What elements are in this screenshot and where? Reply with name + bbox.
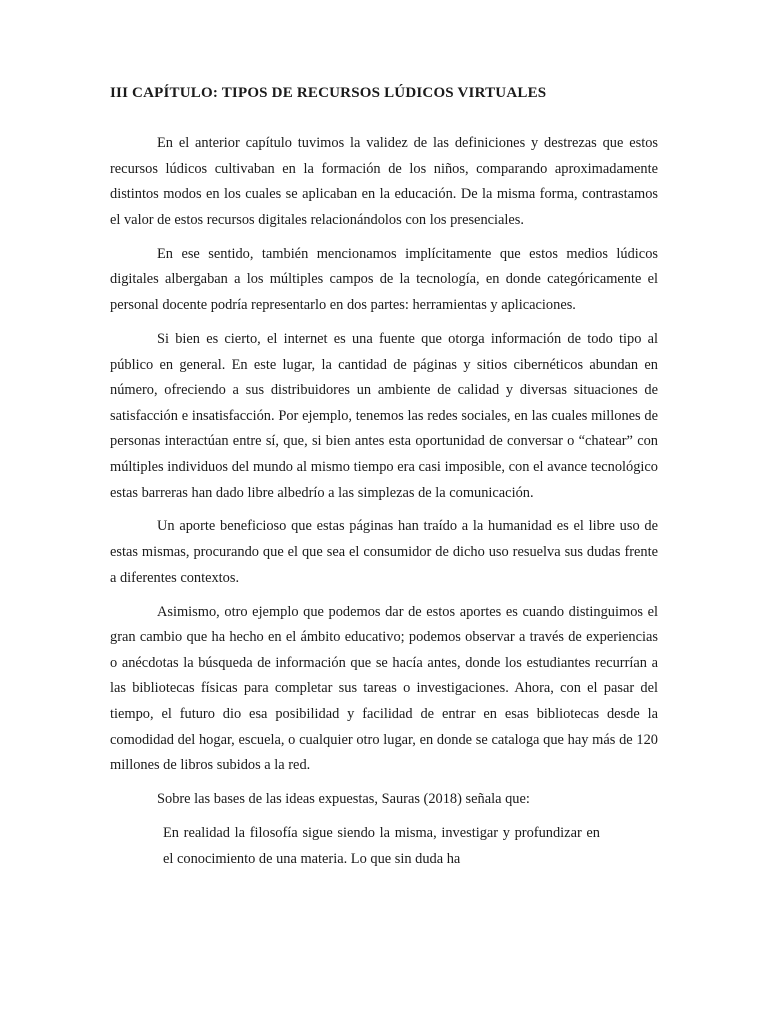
document-body: [110, 131, 658, 872]
paragraph: Sobre las bases de las ideas expuestas, Sauras (2018) señala que:: [157, 791, 530, 808]
paragraph: Asimismo, otro ejemplo que podemos dar de estos aportes es cuando distinguimos el gran cambio que ha hecho en el ámbito educativo; podemos observar a través de experiencias o anécdotas la búsqueda de información que se hacía antes, donde los estudiantes recurrían a las bibliotecas físicas para completar sus tareas o investigaciones. Ahora, con el pasar del tiempo, el futuro dio esa posibilidad y facilidad de entrar en esas bibliotecas desde la comodidad del hogar, escuela, o cualquier otro lugar, en donde se cataloga que hay más de 120 millones de libros subidos a la red.: [110, 603, 658, 774]
paragraph: En ese sentido, también mencionamos implícitamente que estos medios lúdicos digitales albergaban a los múltiples campos de la tecnología, en donde categóricamente el personal docente podría representarlo en dos partes: herramientas y aplicaciones.: [110, 245, 658, 313]
paragraph: Un aporte beneficioso que estas páginas han traído a la humanidad es el libre uso de estas mismas, procurando que el que sea el consumidor de dicho uso resuelva sus dudas frente a diferentes contextos.: [110, 518, 658, 586]
paragraph: Si bien es cierto, el internet es una fuente que otorga información de todo tipo al público en general. En este lugar, la cantidad de páginas y sitios cibernéticos abundan en número, ofreciendo a sus distribuidores un ambiente de calidad y diversas situaciones de satisfacción e insatisfacción. Por ejemplo, tenemos las redes sociales, en las cuales millones de personas interactúan entre sí, que, si bien antes esta oportunidad de conversar o “chatear” con múltiples individuos del mundo al mismo tiempo era casi imposible, con el avance tecnológico estas barreras han dado libre albedrío a las simplezas de la comunicación.: [110, 330, 658, 501]
chapter-heading: III CAPÍTULO: TIPOS DE RECURSOS LÚDICOS VIRTUALES: [110, 85, 547, 101]
block-quote: En realidad la filosofía sigue siendo la misma, investigar y profundizar en el conocimiento de una materia. Lo que sin duda ha: [163, 825, 600, 867]
paragraph: En el anterior capítulo tuvimos la validez de las definiciones y destrezas que estos recursos lúdicos cultivaban en la formación de los niños, comparando aproximadamente distintos modos en los cuales se aplicaban en la educación. De la misma forma, contrastamos el valor de estos recursos digitales relacionándolos con los presenciales.: [110, 135, 658, 228]
